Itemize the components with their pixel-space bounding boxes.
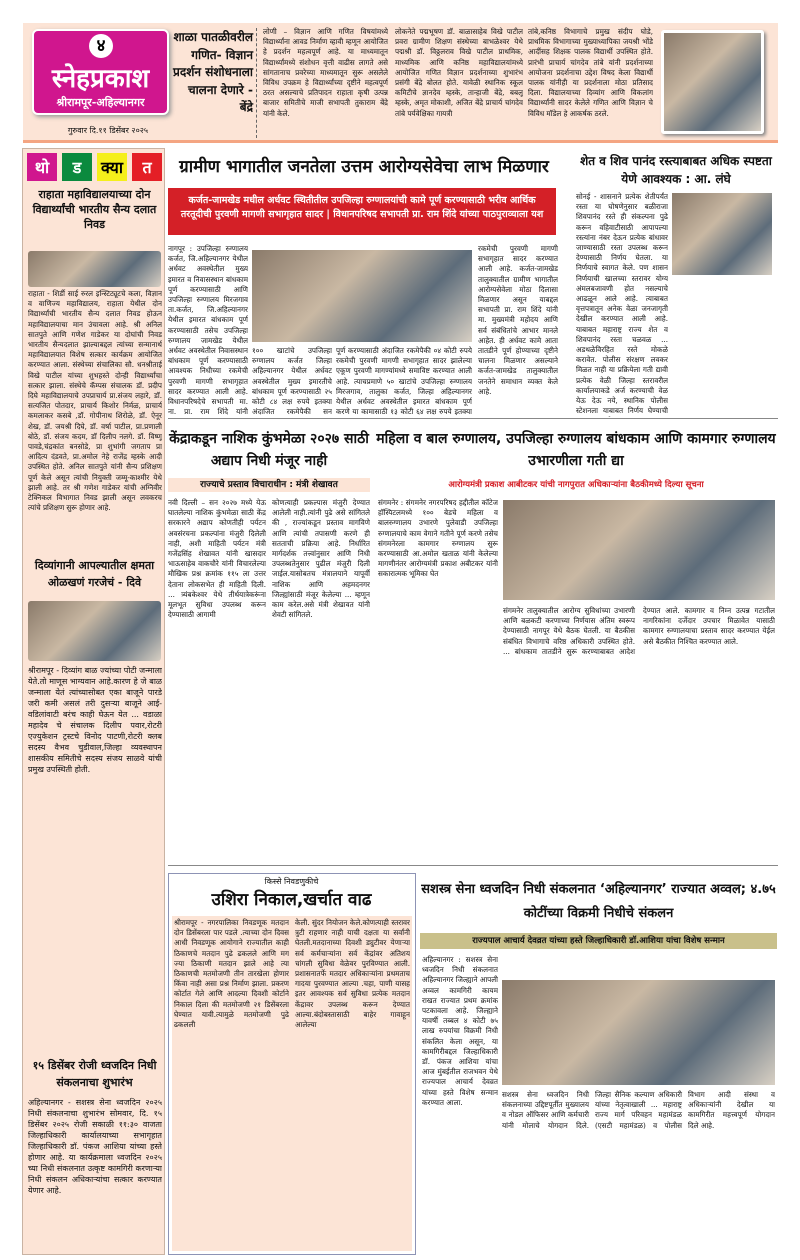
kisse-box [168, 873, 416, 1255]
thodkyat-tile: ड [62, 153, 92, 181]
masthead-headline: शाळा पातळीवरील गणित- विज्ञान प्रदर्शन संशोधनाला चालना देणारे - बेंद्रे [173, 30, 253, 114]
logo-box [32, 29, 169, 115]
section-divider [168, 865, 778, 866]
article-photo [28, 251, 161, 287]
article-body: अहिल्यानगर : सशस्त्र सेना ध्वजदिन निधी संकलनात अहिल्यानगर जिल्ह्याने आपली अव्वल कामगिरी कायम राखत राज्यात प्रथम क्रमांक पटकावला आहे. जिल्ह्याने यावर्षी तब्बल ४ कोटी ७५ लाख रुपयांचा विक्रमी निधी संकलित केला असून, या कामगिरीबद्दल जिल्हाधिकारी डॉ. पंकज आशिया यांचा आज मुंबईतील राजभवन येथे राज्यपाल आचार्य देवव्रत यांच्या हस्ते विशेष सन्मान करण्यात आला. [422, 955, 498, 1107]
article-kicker: किस्से निवडणुकीचे [264, 877, 319, 886]
main-banner: कर्जत-जामखेड मधील अर्धवट स्थितीतील उपजिल्हा रुग्णालयांची कामे पूर्ण करण्यासाठी भरीव आर्थिक तरतूदीची पुरवणी मागणी सभागृहात सादर | विधानपरिषद सभापती प्रा. राम शिंदे यांच्या पाठपुराव्याला यश [168, 188, 556, 235]
article-headline: महिला व बाल रुग्णालय, उपजिल्हा रुग्णालय बांधकाम आणि कामगार रुग्णालय उभारणीला गती द्या [376, 431, 776, 469]
article-body: १०० खाटांचे उपजिल्हा रुग्णालय कर्जत जिल्हा अहिल्यानगर येथील अर्धवट अवस्थेतील मुख्य इमारतीचे बांधकाम पूर्ण करण्यासाठी २५ कोटी ८४ लक्ष रुपये इतक्या अंदाजित रकमेपैकी सन [252, 346, 332, 416]
thodkyat-title [27, 153, 163, 181]
page-number-badge: ४ [89, 34, 113, 58]
left-column [22, 148, 165, 1255]
article-body: संगमनेर तालुक्यातील आरोग्य सुविधांच्या उभारणी आणि बळकटी करणाच्या निर्णयास अंतिम स्वरूप देण्यासाठी नागपूर येथे बैठक घेतली. या बैठकीस संबंधित विभागाचे वरिष्ठ अधिकारी उपस्थित होते. ... बांधकाम तातडीने सुरू करण्याबाबत आदेश देण्यात आले. कामगार व निम्न उत्पन्न गटातील नागरिकांना दर्जेदार उपचार मिळावेत यासाठी कामगार रुग्णालयाचा प्रस्ताव सादर करण्यात येईल असे बैठकीत निश्चित करण्यात आले. [503, 606, 775, 656]
issue-date: गुरुवार दि.११ डिसेंबर २०२५ [67, 126, 149, 135]
article-body: अहिल्यानगर - सशस्त्र सेना ध्वजदिन २०२५ निधी संकलनाचा शुभारंभ सोमवार, दि. १५ डिसेंबर २०२५ रोजी सकाळी ११:३० वाजता जिल्हाधिकारी कार्यालयाच्या सभागृहात जिल्हाधिकारी डॉ. पंकज आशिया यांच्या हस्ते होणार आहे. या कार्यक्रमाला ध्वजदिन २०२५ च्या निधी संकलनात उत्कृष्ट कामगिरी करणाऱ्या निधी संकलन अधिकाऱ्यांचा सत्कार करण्यात येणार आहे. [28, 1098, 162, 1195]
masthead-article-col: तांबे,कनिष्ठ विभागाचे प्रमुख संदीप घोडे, प्राथमिक विभागाच्या मुख्याध्यापिका जयश्री भोंडे आदींसह शिक्षक पालक विद्यार्थी उपस्थित होते. प्रारंभी प्राचार्य चांगदेव तांबे यांनी प्रदर्शनाच्या आयोजना प्रदर्शनाचा उद्देश विषद केला विद्यार्थी पालक यांनीही या प्रदर्शनाला मोठा प्रतिसाद दिला. विद्यालयाच्या दिव्यांग आणि विकलांग विद्यार्थ्यांनी सादर केलेले गणित आणि विज्ञान चे विविध मॉडेल हे आकर्षक ठरले. [528, 27, 653, 118]
article-body: श्रीरामपूर - नगरपालिका निवडणूक मतदान दोन डिसेंबरला पार पडले .त्याच्या दोन दिवस आधी निवडणूक आयोगाने राज्यातील काही ठिकाणचे मतदान पुढे ढकलले आणि मग ज्या ठिकाणी मतदान झाले आहे त्या ठिकाणची मतमोजणी तीन तारखेला होणार किंवा नाही असा प्रश्न निर्माण झाला. प्रकरण कोर्टात गेले आणि आदल्या दिवशी कोर्टाने निकाल दिला की मतमोजणी २१ डिसेंबरला घेण्यात यावी.त्यामुळे मतमोजणी पुढे ढकलली [174, 918, 289, 1030]
article-subhead: राज्यपाल आचार्य देवव्रत यांच्या हस्ते जिल्हाधिकारी डॉ.आशिया यांचा विशेष सन्मान [420, 933, 777, 949]
main-headline: ग्रामीण भागातील जनतेला उत्तम आरोग्यसेवेचा लाभ मिळणार [179, 157, 549, 177]
kisse-body-panel [172, 916, 412, 1251]
meeting-photo [252, 250, 472, 342]
masthead-article-col: लोणी – विज्ञान आणि गणित विषयांमध्ये विद्यार्थ्यांना आवड निर्माण व्हावी म्हणून आयोजित हे प्रदर्शन महत्वपूर्ण आहे. या माध्यमातून विद्यार्थ्यांमध्ये संशोधन वृत्ती वाढीस लागते असे सांगतानाच प्रवरेच्या माध्यमातून सुरू असलेले विविध उपक्रम हे विद्यार्थ्यांच्या दृष्टीने महत्वपूर्ण ठरत असल्याचे प्रतिपादन राहाता कृषी उत्पन्न बाजार समितीचे माजी सभापती तुकाराम बेंद्रे यांनी केले. [263, 27, 388, 118]
article-subhead: राज्याचे प्रस्ताव विचाराधीन : मंत्री शेखावत [168, 478, 370, 492]
column-divider [256, 28, 257, 138]
mla-photo [672, 193, 772, 275]
thodkyat-tile: त [132, 153, 162, 181]
article-headline: उशिरा निकाल,खर्चात वाढ [211, 890, 372, 910]
article-headline: राहाता महाविद्यालयाच्या दोन विद्यार्थ्यांची भारतीय सैन्य दलात निवड [32, 188, 157, 231]
masthead [23, 23, 778, 143]
edition-name: श्रीरामपूर-अहिल्यानगर [56, 96, 145, 109]
article-body: पूर्ण करण्यासाठी अंदाजित रकमेपैकी ०४ कोटी रुपये रकमेची पुरवणी मागणी सभागृहात सादर झालेल्या एकूण पुरवणी मागण्यांमध्ये समाविष्ट करण्यात आली आहे. त्याचप्रमाणे ५० खाटांचे उपजिल्हा रुग्णालय मिरजगाव, तालुका कर्जत, जिल्हा अहिल्यानगर येथील अर्धवट अवस्थेतील इमारत बांधकाम पूर्ण करणे या कामासाठी १३ कोटी ६४ लक्ष रुपये इतक्या [336, 346, 472, 416]
article-body: केली. सुंदर नियोजन केले.कोणत्याही स्तरावर त्रुटी राहणार नाही याची दक्षता या सर्वांनी घेतली.मतदानाच्या दिवशी ड्युटीवर येणाऱ्या सर्व कर्मचाऱ्यांना सर्व केंद्रांवर अतिशय चांगली सुविधा वेळेवर पुरविण्यात आली. प्रशासनातर्फे मतदार अधिकाऱ्यांना प्रथमताच गादया पुरवण्यात आल्या .चहा, पाणी यासह इतर आवश्यक सर्व सुविधा प्रत्येक मतदान केंद्रावर उपलब्ध करून देण्यात आल्या.बंदोबस्तासाठी बाहेर गावाहून आलेल्या [295, 918, 410, 1030]
masthead-article-col: लोकनेते पद्मभूषण डॉ. बाळासाहेब विखे पाटील प्रवरा ग्रामीण शिक्षण संस्थेच्या बाभळेश्वर येथे पद्मश्री डॉ. विठ्ठलराव विखे पाटील प्राथमिक, माध्यमिक आणि कनिष्ठ महाविद्यालयांमध्ये आयोजित गणित विज्ञान प्रदर्शनाच्या शुभारंभ प्रसंगी बेंद्रे बोलत होते. यावेळी स्थानिक स्कूल कमिटीचे ज्ञानदेव म्हस्के, तान्हाजी बेंद्रे, बबलू म्हस्के, अमृत मोकाशी, अजित बेंद्रे प्राचार्य चांगदेव तांबे पर्यवेक्षिका गायत्री [395, 27, 523, 118]
section-divider [168, 418, 778, 419]
article-body: रकमेची पुरवणी मागणी सभागृहात सादर करण्यात आली आहे. कर्जत-जामखेड तालुक्यातील ग्रामीण भागातील आरोग्यसेवेला मोठा दिलासा मिळणार असून याबद्दल सभापती प्रा. राम शिंदे यांनी मा. मुख्यमंत्री महोदय आणि सर्व संबंधितांचे आभार मानले आहेत. ही अर्धवट कामे आता तातडीने पूर्ण होण्याच्या दृष्टीने चालना मिळणार असल्याने कर्जत-जामखेड तालुक्यातील जनतेने समाधान व्यक्त केले आहे. [478, 244, 558, 396]
newspaper-logo: स्नेहप्रकाश [51, 64, 150, 94]
article-headline: केंद्राकडून नाशिक कुंभमेळा २०२७ साठी अद्याप निधी मंजूर नाही [169, 431, 369, 469]
article-body: सशस्त्र सेना ध्वजदिन निधी संकलनाच्या उद्दिष्टपूर्तीत मुख्यालय व नोडल ऑफिसर आणि कर्मचारी यांनी मोलाचे योगदान दिले. जिल्हा सैनिक कल्याण अधिकारी यांच्या नेतृत्वाखाली ... महाराष्ट्र राज्य मार्ग परिवहन महामंडळ (एसटी महामंडळ) व पोलीस विभाग आदी संस्था व अधिकाऱ्यांनी देखील या कामगिरीत महत्त्वपूर्ण योगदान दिले आहे. [502, 1090, 775, 1130]
article-body: श्रीरामपूर - दिव्यांग बाळ ज्यांच्या पोटी जन्माला येते.तो माणूस भाग्यवान आहे.कारण हे जे बाळ जन्माला येतं त्यांच्यासोबत एका बाजूने पारडे जरी कमी असलं तरी दुसऱ्या बाजूने आई-वडिलांवाटी बरंच काही घेऊन येत ... वडाळा महादेव चे संचालक दिलीप पवार,रोटरी एज्युकेशन ट्रस्टचे विनोद पाटणी,रोटरी क्लब सदस्य वैभव चुडीवाल,जिल्हा व्यवस्थापन शासकीय समितीचे सदस्य संजय साळवे यांची प्रमुख उपस्थिती होती. [28, 666, 162, 774]
article-headline: १५ डिसेंबर रोजी ध्वजदिन निधी संकलनाचा शुभारंभ [32, 1059, 157, 1089]
article-headline: शेत व शिव पानंद रस्त्याबाबत अधिक स्पष्टता येणे आवश्यक : आ. लंघे [580, 154, 772, 186]
article-body: संगमनेर : संगमनेर नगरपरिषद हद्दीतील कॉटेज हॉस्पिटलमध्ये १०० बेडचे महिला व बालरुग्णालय उभारणे पुलेवाडी उपजिल्हा रुग्णालयाचे काम वेगाने गतीने पूर्ण करणे तसेच संगमनेरला कामगार रुग्णालय सुरू करण्यासाठी आ.अमोल खताळ यांनी केलेल्या मागणीनंतर आरोग्यमंत्री प्रकाश अबीटकर यांनी सकारात्मक भूमिका घेत [378, 498, 498, 579]
article-headline: दिव्यांगानी आपल्यातील क्षमता ओळखणं गरजेचं - दिवे [34, 559, 155, 589]
article-body: कोणत्याही प्रकल्पास मंजुरी देण्यात आलेली नाही.त्यांनी पुढे असे सांगितले की , राज्यांकडून प्रस्ताव मागविणे आणि त्यांची तपासणी करणे ही सतताची प्रक्रिया आहे. निर्धारित मार्गदर्शक तत्त्वांनुसार आणि निधी उपलब्धतेनुसार पुढील मंजुरी दिली जाईल.यासोबतच मंत्रालयाने यापूर्वी नाशिक आणि अहमदनगर जिल्ह्यांसाठी मंजूर केलेल्या ... म्हणून काम करेल.असे मंत्री शेखावत यांनी शेवटी सांगितले. [272, 498, 370, 620]
award-photo [502, 980, 775, 1085]
meeting-photo [503, 500, 775, 600]
article-body: सोनई - शासनाने प्रत्येक शेतीपर्यंत रस्ता या घोषणेनुसार बळीराजा शिवपानंद रस्ते ही संकल्पना पुढे करून वहिवाटीसाठी आपापल्या रस्त्यांना नंबर देऊन प्रत्येक बांधावर जाण्यासाठी रस्ता उपलब्ध करून देण्यासाठी निर्णय घेतला. या निर्णयाचे स्वागत केले. पण शासन निर्णयाची खालच्या स्तरावर योग्य अंमलबजावणी होत नसल्याचे आढळून आले आहे. त्याबाबत वृत्तपत्रातून अनेक वेळा जनजागृती देखील करण्यात आली आहे. याबाबत महाराष्ट्र राज्य शेत व शिवपानंद रस्ता चळवळ ... अडथळेविरहित रस्ते मोकळे करावेत. पोलीस संरक्षण लवकर मिळत नाही या प्रक्रियेला गती द्यावी प्रत्येक वेळी जिल्हा स्तरावरील कार्यालयाकडे अर्ज करण्याची वेळ येऊ देऊ नये, स्थानिक पोलीस स्टेशनला याबाबत निर्णय घेण्याची [576, 192, 668, 416]
thodkyat-tile: क्या [97, 153, 127, 181]
article-body: राहाता - शिर्डी साई रुरल इन्स्टिट्यूटचे कला, विज्ञान व वाणिज्य महाविद्यालय, राहाता येथील दोन विद्यार्थ्यांची भारतीय सैन्य दलात निवड होऊन महाविद्यालयाचा मान उंचावला आहे. श्री अनिल सातपुते आणि गणेश गाडेकर या दोघांची निवड भारतीय सैन्यदलात झाल्याबद्दल त्यांच्या सन्मानार्थ महाविद्यालयात विशेष सत्कार कार्यक्रम आयोजित करण्यात आला. संस्थेच्या संचालिका सौ. धनश्रीताई विखे पाटील यांच्या शुभहस्ते दोन्ही विद्यार्थ्यांचा सत्कार झाला. संस्थेचे कॅम्पस संचालक डॉ. प्रदीप दिघे महाविद्यालयाचे उपप्राचार्य प्रा.संजय लहारे, डॉ. सत्यजित पोतदार, प्राचार्य किशोर निर्मळ, प्राचार्य कमलाकर कसबे ,डॉ. गोपीनाथ शिरोळे, डॉ. ऐनूर शेख, डॉ. जयश्री दिघे, डॉ. वर्षा पाटील, प्रा.प्रणाली बोठे, डॉ. संजय कदम, डॉ दिलीप नलगे. डॉ. विष्णू पावडे,चंद्रकांत बनसोडे, प्रा शुभांगी जगताप प्रा आदित्य दंडवते, प्रा.अमोल नेहे राजेंद्र म्हस्के आदी उपस्थित होते. अनिल सातपुते यांनी सैन्य प्रशिक्षण पूर्ण केले असून त्यांची नियुक्ती जम्मू-काश्मीर येथे झाली आहे. तर श्री गणेश गाडेकर यांची अग्निवीर टेक्निकल विभागात निवड झाली असून लवकरच त्यांचे प्रशिक्षण सुरू होणार आहे. [28, 289, 162, 513]
article-headline: सशस्त्र सेना ध्वजदिन निधी संकलनात ‘अहिल्यानगर’ राज्यात अव्वल; ४.७५ कोटींच्या विक्रमी निधीचे संकलन [421, 882, 776, 921]
article-subhead: आरोग्यमंत्री प्रकाश आबीटकर यांची नागपुरात अधिकाऱ्यांना बैठकीमध्ये दिल्या सूचना [448, 480, 704, 490]
article-body: नवी दिल्ली – सन २०२७ मध्ये येऊ घातलेल्या नाशिक कुंभमेळा साठी केंद्र सरकारने अद्याप कोणतीही पर्यटन अवसंरचना प्रकल्पांना मंजुरी दिलेली नाही, अशी माहिती पर्यटन मंत्री गजेंद्रसिंह शेखावत यांनी खासदार भाऊसाहेब वाकचौरे यांनी विचारलेल्या मौखिक प्रश्न क्रमांक ११५ ला उत्तर देताना लोकसभेत ही माहिती दिली. ... त्र्यंबकेश्वर येथे तीर्थयात्रेकरूंना मूलभूत सुविधा उपलब्ध करून देण्यासाठी आगामी [168, 498, 266, 620]
science-exhibition-photo [661, 30, 764, 134]
thodkyat-tile: थो [27, 153, 57, 181]
article-photo [28, 601, 161, 661]
article-body: नागपूर : उपजिल्हा रुग्णालय कर्जत, जि.अहिल्यानगर येथील अर्धवट अवस्थेतील मुख्य इमारत व निवासस्थान बांधकाम पूर्ण करण्यासाठी आणि उपजिल्हा रुग्णालय मिरजगाव ता.कर्जत, जि.अहिल्यानगर येथील इमारत बांधकाम पूर्ण करण्यासाठी तसेच उपजिल्हा रुग्णालय जामखेड येथील अर्धवट अवस्थेतील निवासस्थान बांधकाम पूर्ण करण्यासाठी आवश्यक निधीच्या रकमेची पुरवणी मागणी सभागृहात सादर करण्यात आली आहे. विधानपरिषदेचे सभापती मा. ना. प्रा. राम शिंदे यांनी [168, 244, 248, 416]
